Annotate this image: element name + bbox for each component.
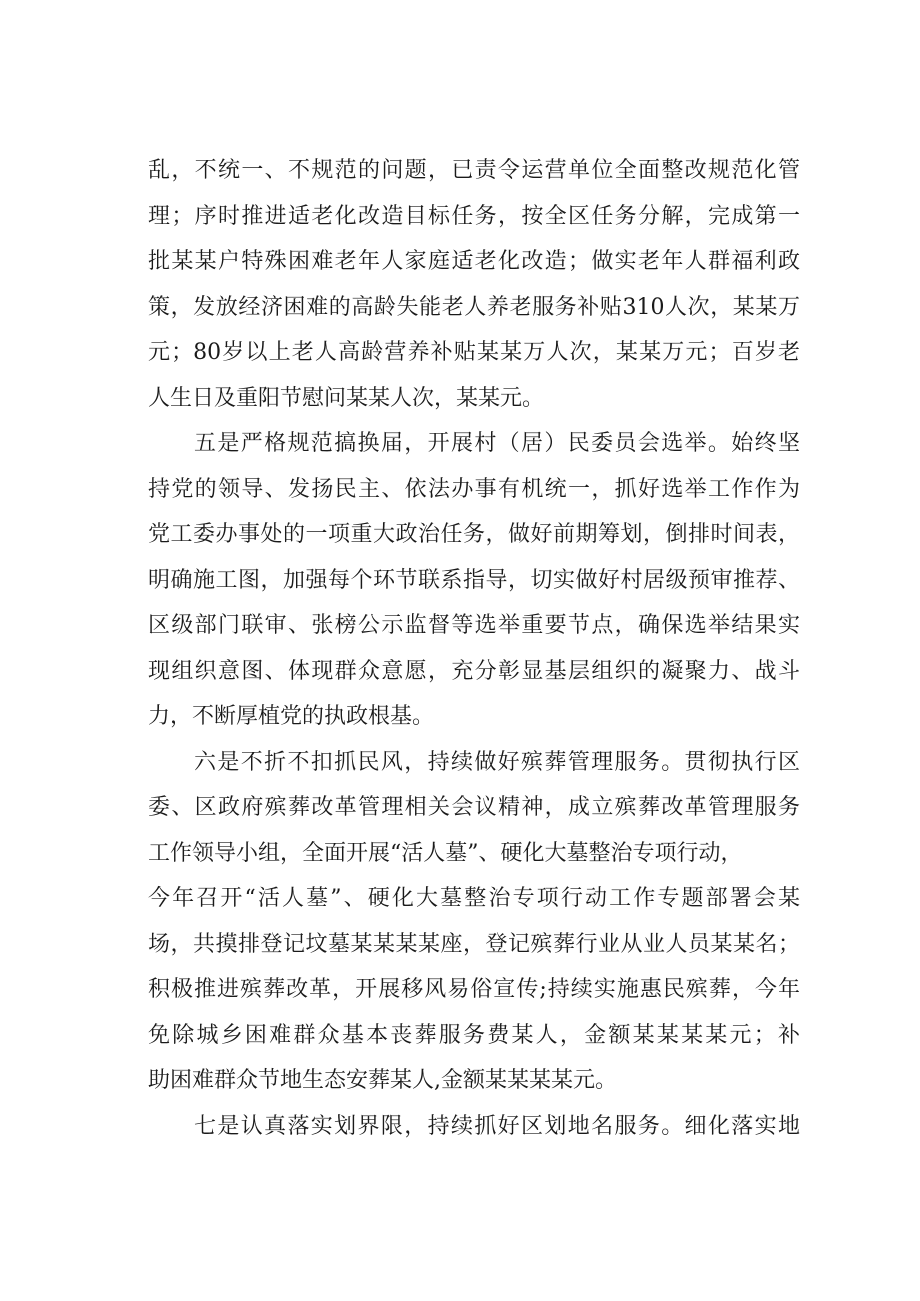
paragraph-line: 批某某户特殊困难老年人家庭适老化改造；做实老年人群福利政 [148,249,800,274]
paragraph-line: 五是严格规范搞换届，开展村（居）民委员会选举。始终坚 [194,431,800,456]
paragraph-line: 明确施工图，加强每个环节联系指导，切实做好村居级预审推荐、 [148,567,800,593]
paragraph-line: 委、区政府殡葬改革管理相关会议精神，成立殡葬改革管理服务 [148,795,800,820]
paragraph-line: 助困难群众节地生态安葬某人,金额某某某某元。 [148,1068,617,1093]
paragraph-line: 今年召开“活人墓”、硬化大墓整治专项行动工作专题部署会某 [148,886,800,911]
paragraph-line: 乱，不统一、不规范的问题，已责令运营单位全面整改规范化管 [148,158,800,183]
paragraph-line: 区级部门联审、张榜公示监督等选举重要节点，确保选举结果实 [148,613,800,638]
paragraph-line: 七是认真落实划界限，持续抓好区划地名服务。细化落实地 [194,1113,800,1139]
paragraph-line: 理；序时推进适老化改造目标任务，按全区任务分解，完成第一 [148,203,800,229]
paragraph-line: 现组织意图、体现群众意愿，充分彰显基层组织的凝聚力、战斗 [148,658,800,684]
paragraph-line: 力，不断厚植党的执政根基。 [148,704,435,729]
paragraph-line: 策，发放经济困难的高龄失能老人养老服务补贴310人次，某某万 [148,294,800,320]
paragraph-line: 场，共摸排登记坟墓某某某某座，登记殡葬行业从业人员某某名； [148,931,800,957]
paragraph-line: 免除城乡困难群众基本丧葬服务费某人，金额某某某某元；补 [148,1022,800,1048]
paragraph-line: 积极推进殡葬改革，开展移风易俗宣传;持续实施惠民殡葬，今年 [148,977,800,1002]
paragraph-line: 工作领导小组，全面开展“活人墓”、硬化大墓整治专项行动， [148,840,743,866]
paragraph-line: 六是不折不扣抓民风，持续做好殡葬管理服务。贯彻执行区 [194,749,800,775]
paragraph-line: 元；80岁以上老人高龄营养补贴某某万人次，某某万元；百岁老 [148,340,800,365]
document-body [148,148,800,1149]
paragraph-line: 人生日及重阳节慰问某某人次，某某元。 [148,385,545,411]
paragraph-line: 持党的领导、发扬民主、依法办事有机统一，抓好选举工作作为 [148,476,800,502]
paragraph-line: 党工委办事处的一项重大政治任务，做好前期筹划，倒排时间表， [148,522,800,547]
